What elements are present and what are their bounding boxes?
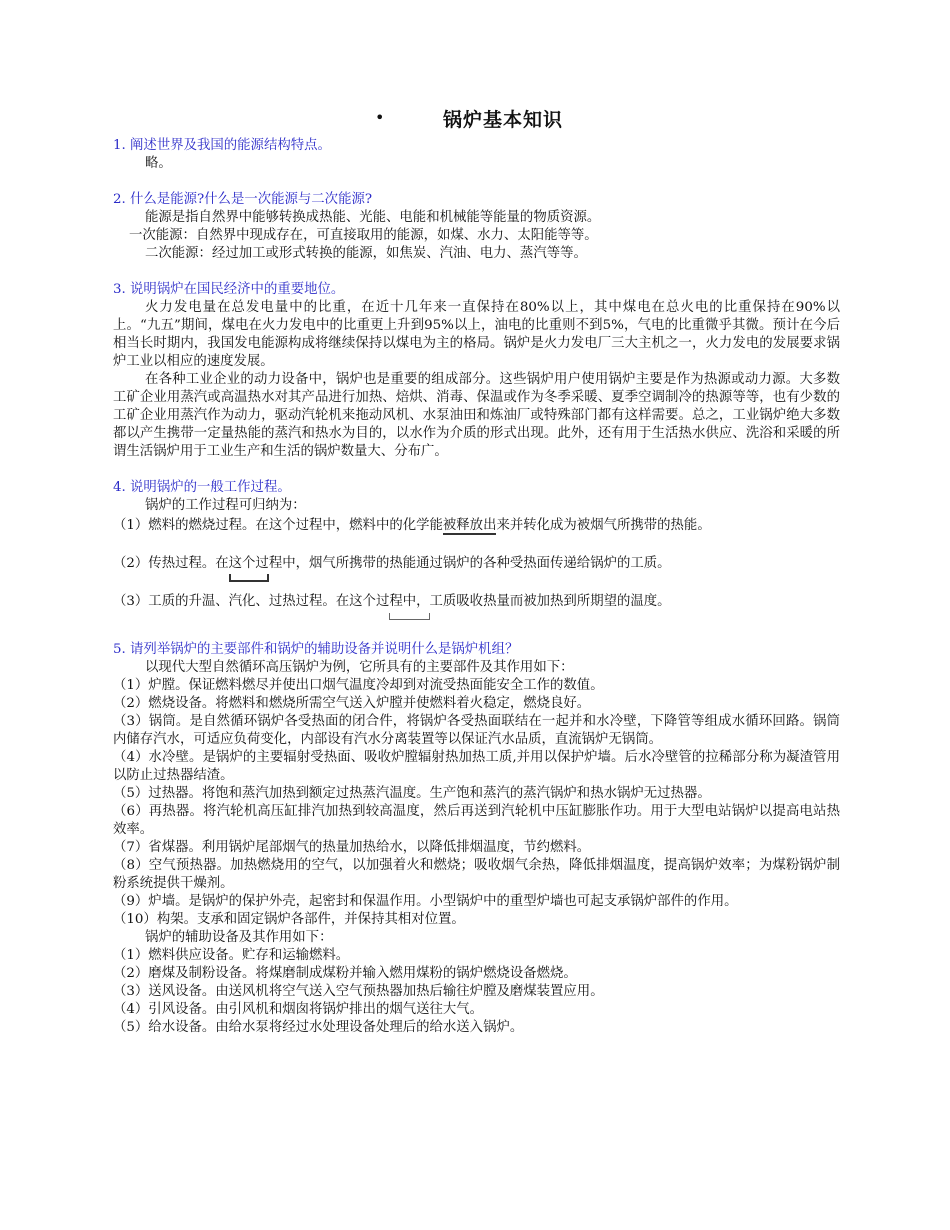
aux-equipment-list — [113, 947, 840, 1037]
main-part-item: （10）构架。支承和固定锅炉各部件，并保持其相对位置。 — [113, 912, 465, 927]
aux-item: （1）燃料供应设备。贮存和运输燃料。 — [113, 948, 350, 963]
pencil-bracket — [389, 593, 429, 611]
aux-intro: 锅炉的辅助设备及其作用如下： — [145, 930, 333, 945]
aux-item: （3）送风设备。由送风机将空气送入空气预热器加热后输往炉膛及磨煤装置应用。 — [113, 984, 604, 999]
answer-4-item-3 — [113, 593, 840, 611]
handwritten-bracket — [229, 555, 269, 573]
item-2-text-b: 这个过 — [228, 556, 269, 571]
question-1: 1. 阐述世界及我国的能源结构特点。 — [113, 138, 331, 153]
main-part-item: （1）炉膛。保证燃料燃尽并使出口烟气温度冷却到对流受热面能安全工作的数值。 — [113, 678, 604, 693]
item-3-text-c: 工质吸收热量而被加热到所期望的温度。 — [429, 594, 671, 609]
page-title: 锅炉基本知识 — [443, 109, 564, 131]
handwritten-underline: 被释放出 — [442, 518, 497, 533]
item-1-text-c: 来并转化成为被烟气所携带的热能。 — [496, 518, 711, 533]
title-row — [113, 105, 840, 135]
answer-1: 略。 — [145, 156, 172, 171]
main-part-item: （3）锅筒。是自然循环锅炉各受热面的闭合件，将锅炉各受热面联结在一起并和水冷壁，下降管等组成水循环回路。锅筒内储存汽水，可适应负荷变化，内部设有汽水分离装置等以保证汽水品质，直流锅炉无锅筒。 — [113, 714, 840, 747]
answer-4-intro: 锅炉的工作过程可归纳为： — [145, 498, 306, 513]
main-part-item: （6）再热器。将汽轮机高压缸排汽加热到较高温度，然后再送到汽轮机中压缸膨胀作功。用于大型电站锅炉以提高电站热效率。 — [113, 804, 840, 837]
answer-3-p2: 在各种工业企业的动力设备中，锅炉也是重要的组成部分。这些锅炉用户使用锅炉主要是作为热源或动力源。大多数工矿企业用蒸汽或高温热水对其产品进行加热、焙烘、消毒、保温或作为冬季采暖、夏季空调制冷的热源等等，也有少数的工矿企业用蒸汽作为动力，驱动汽轮机来拖动风机、水泵油田和炼油厂或特殊部门都有这样需要。总之，工业锅炉绝大多数都以产生携带一定量热能的蒸汽和热水为目的，以水作为介质的形式出现。此外，还有用于生活热水供应、洗浴和采暖的所谓生活锅炉用于工业生产和生活的锅炉数量大、分布广。 — [113, 372, 840, 459]
answer-5-intro: 以现代大型自然循环高压锅炉为例，它所具有的主要部件及其作用如下： — [145, 660, 574, 675]
answer-2-p1: 能源是指自然界中能够转换成热能、光能、电能和机械能等能量的物质资源。 — [145, 210, 601, 225]
question-4: 4. 说明锅炉的一般工作过程。 — [113, 480, 291, 495]
question-3: 3. 说明锅炉在国民经济中的重要地位。 — [113, 282, 345, 297]
aux-item: （2）磨煤及制粉设备。将煤磨制成煤粉并输入燃用煤粉的锅炉燃烧设备燃烧。 — [113, 966, 577, 981]
answer-2-p2: 一次能源：自然界中现成存在，可直接取用的能源，如煤、水力、太阳能等等。 — [129, 228, 598, 243]
main-part-item: （9）炉墙。是锅炉的保护外壳，起密封和保温作用。小型锅炉中的重型炉墙也可起支承锅炉部件的作用。 — [113, 894, 738, 909]
main-part-item: （4）水冷壁。是锅炉的主要辐射受热面、吸收炉膛辐射热加热工质,并用以保护炉墙。后水冷壁管的拉稀部分称为凝渣管用以防止过热器结渣。 — [113, 750, 840, 783]
aux-item: （4）引风设备。由引风机和烟囱将锅炉排出的烟气送往大气。 — [113, 1002, 484, 1017]
bracket-mark-thin — [389, 613, 429, 620]
main-parts-list — [113, 677, 840, 929]
answer-2-p3: 二次能源：经过加工或形式转换的能源，如焦炭、汽油、电力、蒸汽等等。 — [145, 246, 587, 261]
item-3-text-a: （3）工质的升温、汽化、过热过程。在这个过 — [113, 594, 390, 609]
title-bullet: • — [375, 108, 385, 127]
main-part-item: （2）燃烧设备。将燃料和燃烧所需空气送入炉膛并使燃料着火稳定，燃烧良好。 — [113, 696, 591, 711]
document-page — [113, 105, 840, 1037]
question-5: 5. 请列举锅炉的主要部件和锅炉的辅助设备并说明什么是锅炉机组？ — [113, 642, 519, 657]
answer-3-p1: 火力发电量在总发电量中的比重，在近十几年来一直保持在80%以上，其中煤电在总火电的比重保持在90%以上。“九五”期间，煤电在火力发电中的比重更上升到95%以上，油电的比重则不到5%，气电的比重微乎其微。预计在今后相当长时期内，我国发电能源构成将继续保持以煤电为主的格局。锅炉是火力发电厂三大主机之一，火力发电的发展要求锅炉工业以相应的速度发展。 — [113, 300, 840, 369]
aux-item: （5）给水设备。由给水泵将经过水处理设备处理后的给水送入锅炉。 — [113, 1020, 524, 1035]
item-2-text-a: （2）传热过程。在 — [113, 556, 229, 571]
item-1-text-a: （1）燃料的燃烧过程。在这个过程中，燃料中的化学能 — [113, 518, 443, 533]
main-part-item: （7）省煤器。利用锅炉尾部烟气的热量加热给水，以降低排烟温度，节约燃料。 — [113, 840, 591, 855]
item-2-text-c: 程中，烟气所携带的热能通过锅炉的各种受热面传递给锅炉的工质。 — [268, 556, 671, 571]
main-part-item: （8）空气预热器。加热燃烧用的空气，以加强着火和燃烧；吸收烟气余热，降低排烟温度，提高锅炉效率；为煤粉锅炉制粉系统提供干燥剂。 — [113, 858, 840, 891]
bracket-mark — [229, 574, 269, 582]
main-part-item: （5）过热器。将饱和蒸汽加热到额定过热蒸汽温度。生产饱和蒸汽的蒸汽锅炉和热水锅炉无过热器。 — [113, 786, 711, 801]
answer-4-item-2 — [113, 555, 840, 573]
item-3-text-b: 程中， — [389, 594, 430, 609]
answer-4-item-1 — [113, 517, 840, 535]
question-2: 2. 什么是能源?什么是一次能源与二次能源? — [113, 192, 373, 207]
